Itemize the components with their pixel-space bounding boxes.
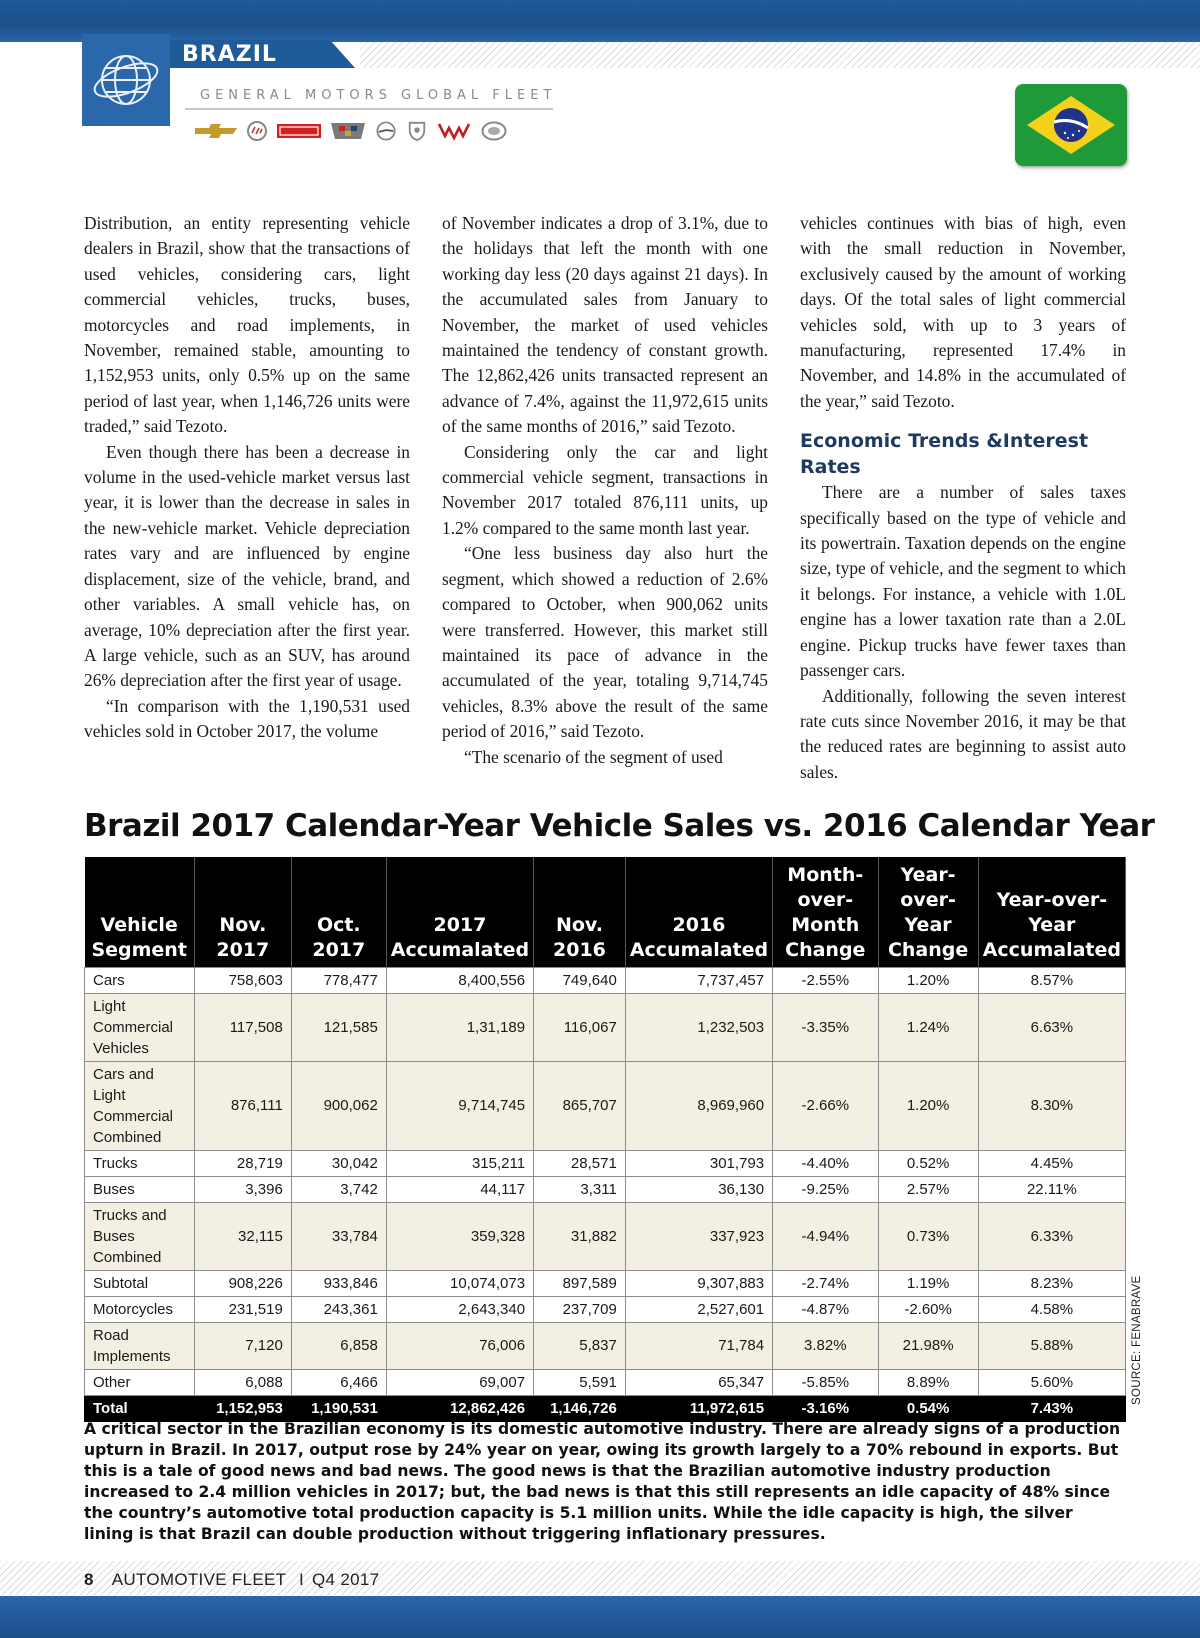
table-cell: 2.57% (878, 1176, 978, 1202)
table-cell: 33,784 (291, 1202, 386, 1270)
table-cell: 71,784 (625, 1322, 772, 1369)
table-cell: 900,062 (291, 1061, 386, 1150)
table-row (85, 1369, 1126, 1395)
table-cell: 36,130 (625, 1176, 772, 1202)
article-column-3 (800, 211, 1126, 785)
article-column-2 (442, 211, 768, 770)
table-row (85, 1202, 1126, 1270)
table-total-row (85, 1395, 1126, 1421)
table-cell: Total (85, 1395, 195, 1421)
table-cell: 933,846 (291, 1270, 386, 1296)
table-cell: Cars (85, 967, 195, 993)
column-header: Oct. 2017 (291, 857, 386, 967)
table-row (85, 993, 1126, 1061)
table-cell: 5.60% (978, 1369, 1125, 1395)
column-header: Year-over-Year Change (878, 857, 978, 967)
table-cell: 28,719 (194, 1150, 291, 1176)
table-cell: 8.57% (978, 967, 1125, 993)
table-cell: Motorcycles (85, 1296, 195, 1322)
table-cell: 6,858 (291, 1322, 386, 1369)
globe-logo-box (82, 34, 170, 126)
table-cell: -3.35% (773, 993, 878, 1061)
cadillac-logo (331, 121, 365, 141)
table-cell: 121,585 (291, 993, 386, 1061)
table-cell: 69,007 (386, 1369, 533, 1395)
table-cell: 0.52% (878, 1150, 978, 1176)
table-cell: 6,088 (194, 1369, 291, 1395)
table-row (85, 1296, 1126, 1322)
table-cell: 2,527,601 (625, 1296, 772, 1322)
table-row (85, 1061, 1126, 1150)
brand-rule (185, 108, 553, 110)
gmc-logo (277, 121, 321, 141)
table-cell: 7,120 (194, 1322, 291, 1369)
table-cell: 65,347 (625, 1369, 772, 1395)
page-number: 8 (84, 1570, 94, 1589)
table-cell: 117,508 (194, 993, 291, 1061)
table-cell: 8.23% (978, 1270, 1125, 1296)
bottom-banner (0, 1596, 1200, 1638)
table-row (85, 1322, 1126, 1369)
gm-brand-logos (195, 118, 555, 144)
paragraph: “The scenario of the segment of used (464, 746, 723, 767)
column-header: 2017 Accumalated (386, 857, 533, 967)
table-cell: 12,862,426 (386, 1395, 533, 1421)
table-cell: 9,714,745 (386, 1061, 533, 1150)
table-cell: 865,707 (534, 1061, 626, 1150)
table-cell: 116,067 (534, 993, 626, 1061)
table-cell: Buses (85, 1176, 195, 1202)
paragraph: Distribution, an entity representing vehicle dealers in Brazil, show that the transactions of used vehicles, considering cars, light commercial vehicles, trucks, buses, motorcycles and road implements, in November, remained stable, amounting to 1,152,953 units, only 0.5% up on the same period of last year, when 1,146,726 units were traded,” said Tezoto. (84, 213, 410, 437)
column-header: Year-over-Year Accumalated (978, 857, 1125, 967)
table-cell: Light Commercial Vehicles (85, 993, 195, 1061)
table-cell: 3.82% (773, 1322, 878, 1369)
table-cell: 1.20% (878, 1061, 978, 1150)
paragraph: of November indicates a drop of 3.1%, due to the holidays that left the month with one working day less (20 days against 21 days). In the accumulated sales from January to November, the market of used vehicles maintained the tendency of constant growth. The 12,862,426 units transacted represent an advance of 7.4%, against the 11,972,615 units of the same months of 2016,” said Tezoto. (442, 213, 768, 437)
table-cell: 1,190,531 (291, 1395, 386, 1421)
table-cell: 8,969,960 (625, 1061, 772, 1150)
table-header-row (85, 857, 1126, 967)
table-cell: 7,737,457 (625, 967, 772, 993)
table-cell: 4.45% (978, 1150, 1125, 1176)
table-cell: 749,640 (534, 967, 626, 993)
table-cell: Trucks and Buses Combined (85, 1202, 195, 1270)
source-note: SOURCE: FENABRAVE (1131, 1275, 1143, 1405)
table-cell: 243,361 (291, 1296, 386, 1322)
table-cell: 315,211 (386, 1150, 533, 1176)
table-cell: 231,519 (194, 1296, 291, 1322)
brand-line: GENERAL MOTORS GLOBAL FLEET (200, 88, 557, 103)
paragraph: There are a number of sales taxes specifically based on the type of vehicle and its powertrain. Taxation depends on the engine size, type of vehicle, and the segment to which it belongs. For instance, a vehicle with 1.0L engine has a lower taxation rate than a 2.0L engine. Pickup trucks have fewer taxes than passenger cars. (800, 482, 1126, 681)
paragraph: vehicles continues with bias of high, even with the small reduction in November, exclusively caused by the amount of working days. Of the total sales of light commercial vehicles sold, with up to 3 years of manufacturing, represented 17.4% in November, and 14.8% in the accumulated of the year,” said Tezoto. (800, 213, 1126, 411)
table-cell: 3,742 (291, 1176, 386, 1202)
table-cell: 3,311 (534, 1176, 626, 1202)
table-cell: 897,589 (534, 1270, 626, 1296)
paragraph: “One less business day also hurt the segment, which showed a reduction of 2.6% compared to October, when 900,062 units were transferred. However, this market still maintained its pace of advance in the accumulated of the year, totaling 9,714,745 vehicles, 8.3% above the result of the same period of 2016,” said Tezoto. (442, 543, 768, 742)
table-cell: -2.60% (878, 1296, 978, 1322)
table-cell: 8,400,556 (386, 967, 533, 993)
holden-logo (407, 121, 427, 141)
table-cell: 1.19% (878, 1270, 978, 1296)
table-cell: 908,226 (194, 1270, 291, 1296)
brazil-flag (1015, 84, 1127, 166)
table-cell: 8.89% (878, 1369, 978, 1395)
footer (84, 1570, 379, 1590)
vauxhall-logo (437, 121, 471, 141)
table-body (85, 967, 1126, 1421)
table-cell: 237,709 (534, 1296, 626, 1322)
table-cell: 1,146,726 (534, 1395, 626, 1421)
paragraph: Considering only the car and light commercial vehicle segment, transactions in November 2017 totaled 876,111 units, up 1.2% compared to the same month last year. (442, 441, 768, 538)
chevrolet-logo (195, 121, 237, 141)
table-cell: 359,328 (386, 1202, 533, 1270)
table-cell: 3,396 (194, 1176, 291, 1202)
table-cell: 31,882 (534, 1202, 626, 1270)
table-cell: 1,152,953 (194, 1395, 291, 1421)
column-header: Month-over-Month Change (773, 857, 878, 967)
footer-separator: I (299, 1570, 305, 1589)
table-cell: 5,837 (534, 1322, 626, 1369)
table-cell: -4.94% (773, 1202, 878, 1270)
table-cell: -2.66% (773, 1061, 878, 1150)
table-cell: 9,307,883 (625, 1270, 772, 1296)
top-banner (0, 0, 1200, 42)
table-cell: 778,477 (291, 967, 386, 993)
table-cell: 4.58% (978, 1296, 1125, 1322)
table-cell: Trucks (85, 1150, 195, 1176)
brazil-flag-icon (1023, 92, 1119, 158)
table-row (85, 967, 1126, 993)
table-cell: 32,115 (194, 1202, 291, 1270)
table-cell: 758,603 (194, 967, 291, 993)
table-cell: 1.24% (878, 993, 978, 1061)
table-cell: 301,793 (625, 1150, 772, 1176)
table-cell: 0.73% (878, 1202, 978, 1270)
table-cell: -2.55% (773, 967, 878, 993)
globe-icon (91, 45, 161, 115)
table-cell: -2.74% (773, 1270, 878, 1296)
table-cell: 5.88% (978, 1322, 1125, 1369)
table-cell: 1,31,189 (386, 993, 533, 1061)
header-hatch (360, 42, 1200, 68)
table-cell: 876,111 (194, 1061, 291, 1150)
opel-logo (375, 121, 397, 141)
table-cell: 44,117 (386, 1176, 533, 1202)
paragraph: Additionally, following the seven interest rate cuts since November 2016, it may be that the reduced rates are beginning to assist auto sales. (800, 685, 1126, 782)
table-cell: -3.16% (773, 1395, 878, 1421)
table-cell: 0.54% (878, 1395, 978, 1421)
table-cell: 6.63% (978, 993, 1125, 1061)
table-cell: 7.43% (978, 1395, 1125, 1421)
table-cell: 337,923 (625, 1202, 772, 1270)
buick-logo (247, 121, 267, 141)
paragraph: Even though there has been a decrease in volume in the used-vehicle market versus last year, it is lower than the decrease in sales in the new-vehicle market. Vehicle depreciation rates vary and are influenced by engine displacement, size of the vehicle, brand, and other variables. A small vehicle has, on average, 10% depreciation after the first year. A large vehicle, such as an SUV, has around 26% depreciation after the first year of usage. (84, 441, 410, 691)
table-cell: 1,232,503 (625, 993, 772, 1061)
vehicle-sales-table (84, 857, 1126, 1422)
section-heading: Economic Trends &Interest Rates (800, 430, 1089, 479)
table-cell: 22.11% (978, 1176, 1125, 1202)
table-cell: 28,571 (534, 1150, 626, 1176)
table-cell: -5.85% (773, 1369, 878, 1395)
table-cell: 2,643,340 (386, 1296, 533, 1322)
table-cell: 5,591 (534, 1369, 626, 1395)
column-header: Vehicle Segment (85, 857, 195, 967)
paragraph: “In comparison with the 1,190,531 used vehicles sold in October 2017, the volume (84, 695, 410, 742)
baojun-logo (481, 121, 507, 141)
table-title: Brazil 2017 Calendar-Year Vehicle Sales vs. 2016 Calendar Year (84, 808, 1155, 844)
column-header: Nov. 2016 (534, 857, 626, 967)
table-row (85, 1270, 1126, 1296)
table-cell: 30,042 (291, 1150, 386, 1176)
issue-label: Q4 2017 (312, 1570, 380, 1589)
table-cell: -9.25% (773, 1176, 878, 1202)
table-cell: 6,466 (291, 1369, 386, 1395)
table-cell: Road Implements (85, 1322, 195, 1369)
table-cell: 6.33% (978, 1202, 1125, 1270)
table-cell: -4.87% (773, 1296, 878, 1322)
region-title: BRAZIL (182, 42, 277, 67)
table-cell: 8.30% (978, 1061, 1125, 1150)
table-cell: Cars and Light Commercial Combined (85, 1061, 195, 1150)
table-row (85, 1176, 1126, 1202)
article-column-1 (84, 211, 410, 745)
table-row (85, 1150, 1126, 1176)
table-cell: 21.98% (878, 1322, 978, 1369)
table-cell: 1.20% (878, 967, 978, 993)
table-cell: 11,972,615 (625, 1395, 772, 1421)
caption: A critical sector in the Brazilian economy is its domestic automotive industry. There are already signs of a production upturn in Brazil. In 2017, output rose by 24% year on year, owing its growth largely to a 70% rebound in exports. But this is a tale of good news and bad news. The good news is that the Brazilian automotive industry production increased to 2.4 million vehicles in 2017; but, the bad news is that this still represents an idle capacity of 48% since the country’s automotive total production capacity is 5.1 million units. While the idle capacity is high, the silver lining is that Brazil can double production without triggering inflationary pressures. (84, 1420, 1121, 1543)
publication-name: AUTOMOTIVE FLEET (111, 1570, 286, 1589)
column-header: Nov. 2017 (194, 857, 291, 967)
table-cell: 10,074,073 (386, 1270, 533, 1296)
table-cell: Subtotal (85, 1270, 195, 1296)
table-cell: Other (85, 1369, 195, 1395)
column-header: 2016 Accumalated (625, 857, 772, 967)
table-cell: -4.40% (773, 1150, 878, 1176)
table-cell: 76,006 (386, 1322, 533, 1369)
